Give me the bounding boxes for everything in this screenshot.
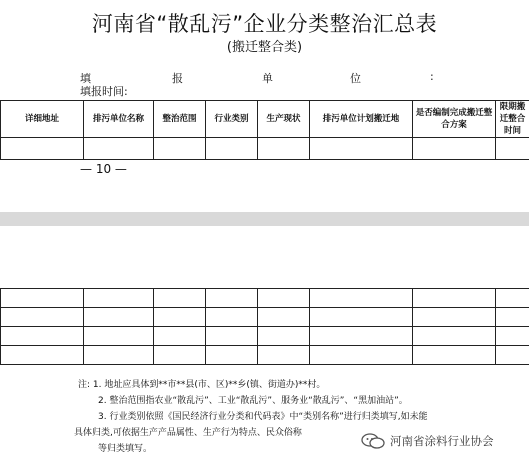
fill-colon: : [430, 70, 434, 83]
document-subtitle: (搬迁整合类) [226, 40, 303, 55]
document-title: 河南省“散乱污”企业分类整治汇总表 [91, 12, 438, 36]
table-row [1, 346, 529, 365]
fill-char-3: 单 [262, 72, 273, 85]
fill-char-1: 填 [80, 72, 91, 85]
header-unit-name: 排污单位名称 [84, 101, 154, 138]
note-3: 3. 行业类别依照《国民经济行业分类和代码表》中“类别名称”进行归类填写,如未能 [98, 412, 428, 422]
notes-prefix: 注: [78, 380, 91, 390]
page-number: — 10 — [80, 162, 127, 176]
header-relocation-site: 排污单位计划搬迁地 [310, 101, 413, 138]
table-row [1, 138, 529, 160]
wechat-icon [360, 432, 386, 450]
header-deadline: 限期搬迁整合时间 [496, 101, 529, 138]
table-row [1, 289, 529, 308]
watermark [360, 432, 494, 450]
watermark-text: 河南省涂料行业协会 [390, 434, 494, 448]
fill-time-label: 填报时间: [80, 85, 128, 98]
summary-table-header [0, 100, 529, 160]
table-row [1, 308, 529, 327]
fill-char-4: 位 [350, 72, 361, 85]
header-industry: 行业类别 [206, 101, 258, 138]
note-2: 2. 整治范围指农业“散乱污”、工业“散乱污”、服务业“散乱污”、“黑加油站”。 [98, 396, 408, 406]
note-3-continued: 具体归类,可依据生产产品属性、生产行为特点、民众俗称 [74, 428, 302, 438]
header-address: 详细地址 [1, 101, 84, 138]
note-1: 1. 地址应具体到**市**县(市、区)**乡(镇、街道办)**村。 [92, 380, 326, 390]
header-plan-done: 是否编制完成搬迁整合方案 [413, 101, 496, 138]
header-scope: 整治范围 [154, 101, 206, 138]
note-3-end: 等归类填写。 [98, 444, 153, 454]
table-row [1, 327, 529, 346]
header-status: 生产现状 [258, 101, 310, 138]
fill-char-2: 报 [172, 72, 183, 85]
summary-table-body [0, 288, 529, 365]
document-page-top [0, 0, 529, 212]
